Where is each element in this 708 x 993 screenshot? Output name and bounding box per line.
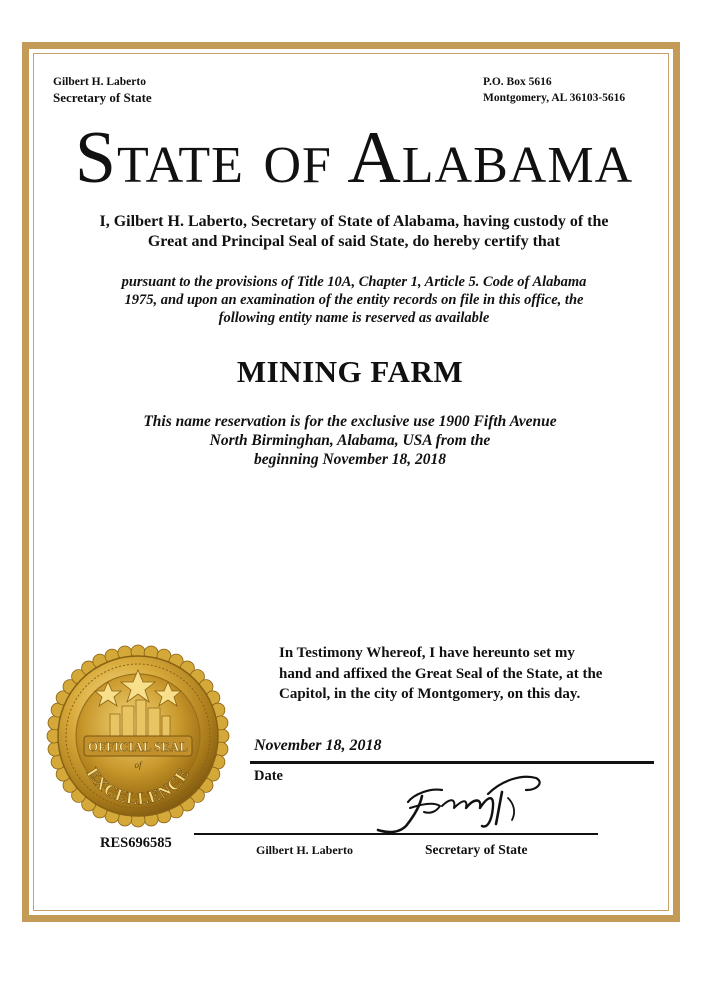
- reservation-line: beginning November 18, 2018: [253, 451, 447, 468]
- signer-title: Secretary of State: [425, 842, 528, 857]
- header-secretary-title: Secretary of State: [53, 90, 152, 105]
- testimony-line: In Testimony Whereof, I have hereunto set my: [279, 645, 575, 661]
- header-secretary-name: Gilbert H. Laberto: [53, 76, 146, 88]
- seal-text-bottom: EXCELLENCE: [82, 764, 194, 809]
- gold-seal-icon: [44, 642, 232, 830]
- testimony-line: hand and affixed the Great Seal of the State, at the: [279, 665, 603, 682]
- date-value: November 18, 2018: [254, 737, 382, 754]
- reservation-line: North Birminghan, Alabama, USA from the: [209, 432, 491, 449]
- reservation-statement: [80, 412, 620, 469]
- date-line: [250, 761, 654, 764]
- reference-code: RES696585: [100, 835, 172, 851]
- pursuant-line: following entity name is reserved as available: [218, 310, 490, 326]
- signer-name: Gilbert H. Laberto: [256, 843, 353, 857]
- signature-icon: [370, 768, 555, 838]
- pursuant-line: 1975, and upon an examination of the entity records on file in this office, the: [124, 292, 584, 308]
- testimony-statement: [279, 643, 659, 705]
- header-right: [483, 74, 625, 106]
- pursuant-statement: [50, 273, 658, 327]
- header-city: Montgomery, AL 36103-5616: [483, 92, 626, 104]
- testimony-line: Capitol, in the city of Montgomery, on this day.: [279, 686, 581, 702]
- seal-text-mid: of: [134, 760, 142, 770]
- header-po-box: P.O. Box 5616: [483, 76, 552, 88]
- date-label: Date: [254, 768, 283, 784]
- certify-line: Great and Principal Seal of said State, do hereby certify that: [147, 233, 561, 250]
- certify-statement: [40, 212, 668, 252]
- signature-line: [194, 833, 598, 835]
- pursuant-line: pursuant to the provisions of Title 10A, Chapter 1, Article 5. Code of Alabama: [121, 274, 587, 290]
- reservation-line: This name reservation is for the exclusive use 1900 Fifth Avenue: [143, 413, 557, 430]
- header-left: [53, 74, 152, 106]
- certify-line: I, Gilbert H. Laberto, Secretary of State of Alabama, having custody of the: [99, 213, 609, 230]
- certificate-title: State of Alabama: [74, 117, 634, 199]
- seal-text-top: OFFICIAL SEAL: [87, 739, 189, 754]
- entity-name: MINING FARM: [236, 354, 464, 389]
